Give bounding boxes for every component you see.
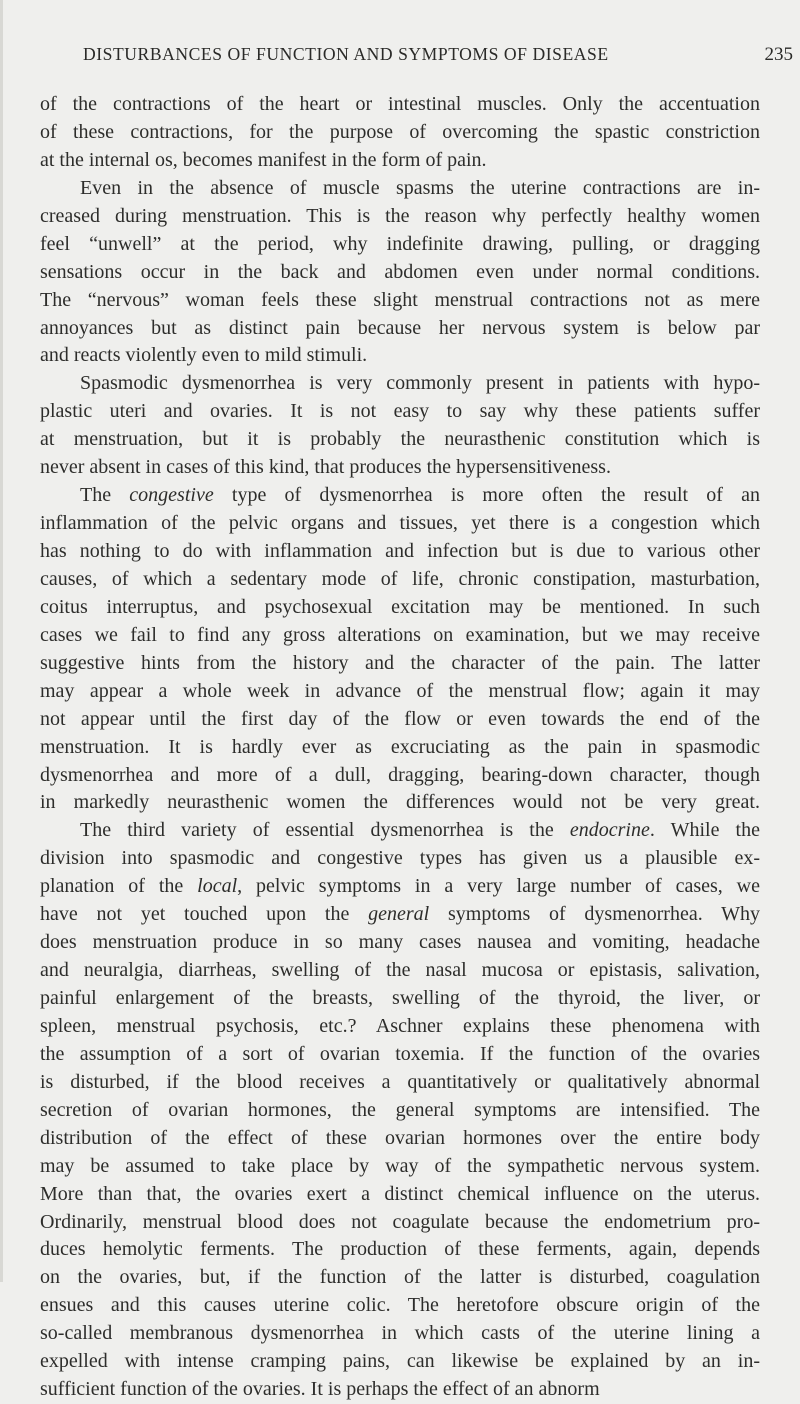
text-segment: spleen, menstrual psychosis, etc.? Aschner explains these phenomena with [40,1014,760,1037]
text-line [40,901,760,929]
text-segment: so-called membranous dysmenorrhea in which casts of the uterine lining a [40,1322,760,1345]
text-segment: creased during menstruation. This is the reason why perfectly healthy women [40,204,760,227]
text-segment: The “nervous” woman feels these slight menstrual contractions not as mere [40,288,760,311]
text-line [40,817,760,845]
text-line [40,1209,760,1237]
emphasis-term: congestive [129,484,214,507]
text-segment: coitus interruptus, and psychosexual excitation may be mentioned. In such [40,595,760,618]
text-segment: division into spasmodic and congestive types has given us a plausible ex- [40,847,760,870]
text-segment: painful enlargement of the breasts, swelling of the thyroid, the liver, or [40,987,760,1009]
text-segment: at the internal os, becomes manifest in the form of pain. [40,148,487,171]
emphasis-term: general [368,903,430,926]
text-line [40,315,760,343]
text-segment: have not yet touched upon the [40,903,369,926]
text-segment: Ordinarily, menstrual blood does not coagulate because the endometrium pro- [40,1210,760,1233]
text-line [40,929,760,957]
text-line [40,678,760,706]
text-line [40,1292,760,1320]
text-line [40,342,760,370]
text-line [40,398,760,426]
text-line [40,510,760,538]
text-segment: , pelvic symptoms in a very large number of cases, we [237,875,760,898]
text-segment: at menstruation, but it is probably the neurasthenic constitution which is [40,428,760,451]
text-segment: inflammation of the pelvic organs and tissues, yet there is a congestion which [40,512,760,535]
text-segment: causes, of which a sedentary mode of life, chronic constipation, masturbation, [40,567,760,590]
text-line [40,734,760,762]
text-segment: not appear until the first day of the flow or even towards the end of the [40,707,760,730]
text-segment: and neuralgia, diarrheas, swelling of the nasal mucosa or epistasis, salivation, [40,959,760,982]
text-segment: may be assumed to take place by way of the sympathetic nervous system. [40,1154,760,1177]
text-segment: menstruation. It is hardly ever as excruciating as the pain in spasmodic [40,735,760,758]
text-segment: the assumption of a sort of ovarian toxemia. If the function of the ovaries [40,1042,760,1065]
text-line [40,538,760,566]
text-line [40,1376,760,1404]
text-line [40,985,760,1013]
text-line [40,1069,760,1097]
text-line [40,1097,760,1125]
text-segment: More than that, the ovaries exert a distinct chemical influence on the uterus. [40,1182,760,1205]
text-segment: Spasmodic dysmenorrhea is very commonly present in patients with hypo- [80,372,760,395]
text-line [40,1181,760,1209]
text-segment: sufficient function of the ovaries. It is perhaps the effect of an abnorm [40,1378,600,1401]
text-line [40,175,760,203]
text-line [40,231,760,259]
text-line [40,426,760,454]
text-line [40,1264,760,1292]
text-line [40,566,760,594]
page-number: 235 [764,44,793,65]
text-line [40,622,760,650]
text-line [40,845,760,873]
emphasis-term: endocrine [569,819,650,842]
emphasis-term: local [197,875,238,898]
text-segment: on the ovaries, but, if the function of the latter is disturbed, coagulation [40,1266,760,1289]
text-segment: plastic uteri and ovaries. It is not easy to say why these patients suffer [40,400,760,423]
text-line [40,1348,760,1376]
text-line [40,789,760,817]
text-segment: . While the [649,819,760,842]
text-line [40,91,760,119]
text-line [40,706,760,734]
text-line [40,1125,760,1153]
text-line [40,147,760,175]
text-segment: feel “unwell” at the period, why indefinite drawing, pulling, or dragging [40,232,760,255]
text-segment: planation of the [40,875,198,898]
page-header [83,44,793,74]
text-segment: of the contractions of the heart or intestinal muscles. Only the accentuation [40,93,760,115]
text-segment: type of dysmenorrhea is more often the result of an [213,484,760,507]
text-line [40,762,760,790]
text-segment: distribution of the effect of these ovarian hormones over the entire body [40,1126,760,1149]
text-line [40,1041,760,1069]
text-segment: annoyances but as distinct pain because her nervous system is below par [40,316,760,339]
running-title: DISTURBANCES OF FUNCTION AND SYMPTOMS OF DISEASE [83,44,609,64]
text-segment: sensations occur in the back and abdomen even under normal conditions. [40,260,760,283]
text-line [40,119,760,147]
page-edge-shadow [0,0,3,1282]
text-line [40,203,760,231]
text-line [40,594,760,622]
text-segment: ensues and this causes uterine colic. The heretofore obscure origin of the [40,1294,760,1317]
text-segment: dysmenorrhea and more of a dull, dragging, bearing-down character, though [40,763,760,786]
text-line [40,1013,760,1041]
text-segment: has nothing to do with inflammation and infection but is due to various other [40,540,760,562]
text-segment: of these contractions, for the purpose of overcoming the spastic constriction [40,120,760,143]
text-segment: and reacts violently even to mild stimuli. [40,344,368,367]
text-line [40,873,760,901]
text-segment: suggestive hints from the history and the character of the pain. The latter [40,651,760,674]
text-line [40,259,760,287]
text-segment: The [80,484,130,507]
text-segment: Even in the absence of muscle spasms the uterine contractions are in- [80,176,760,199]
text-segment: secretion of ovarian hormones, the general symptoms are intensified. The [40,1098,760,1121]
text-segment: symptoms of dysmenorrhea. Why [429,903,761,926]
text-line [40,1320,760,1348]
text-line [40,957,760,985]
text-segment: never absent in cases of this kind, that produces the hypersensitiveness. [40,456,611,479]
text-line [40,287,760,315]
text-segment: duces hemolytic ferments. The production of these ferments, again, depends [40,1238,760,1261]
text-line [40,650,760,678]
text-line [40,482,760,510]
text-segment: The third variety of essential dysmenorrhea is the [80,819,570,842]
text-segment: does menstruation produce in so many cases nausea and vomiting, headache [40,931,760,954]
text-line [40,1153,760,1181]
text-line [40,1236,760,1264]
text-line [40,370,760,398]
text-segment: in markedly neurasthenic women the differences would not be very great. [40,791,760,814]
text-segment: may appear a whole week in advance of the menstrual flow; again it may [40,679,760,702]
body-text [40,91,760,1404]
text-segment: is disturbed, if the blood receives a quantitatively or qualitatively abnormal [40,1070,760,1093]
text-segment: cases we fail to find any gross alterations on examination, but we may receive [40,623,760,646]
text-line [40,454,760,482]
text-segment: expelled with intense cramping pains, can likewise be explained by an in- [40,1350,760,1373]
